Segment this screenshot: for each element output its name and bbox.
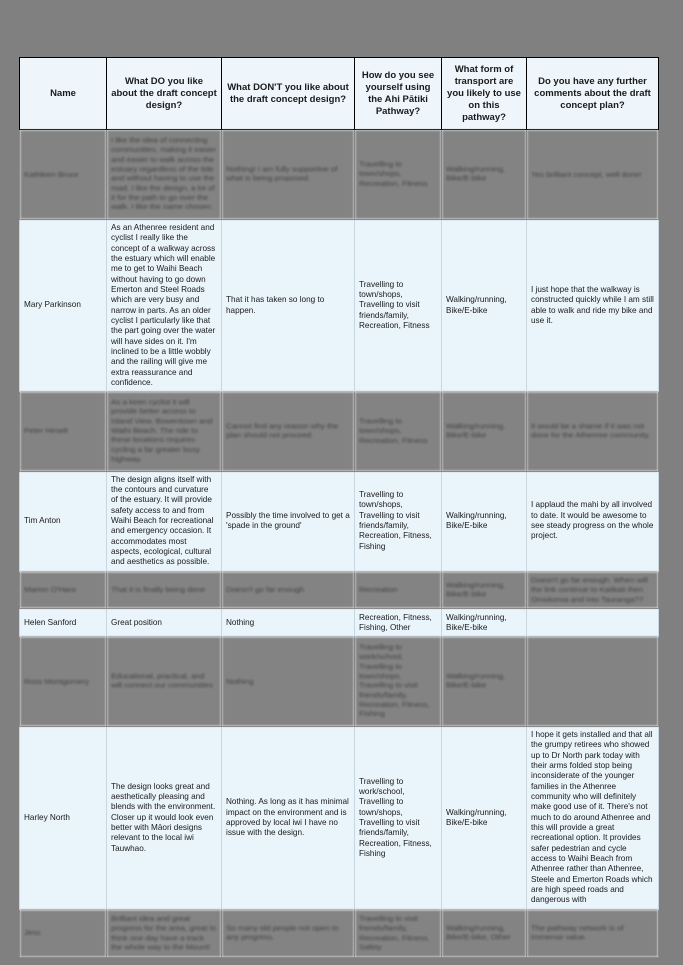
cell-text: Ross Montgomery — [24, 677, 89, 686]
table-row — [20, 471, 659, 571]
cell-comments — [527, 727, 659, 910]
cell-use — [355, 392, 442, 471]
cell-text: Walking/running, Bike/E-bike — [446, 612, 507, 632]
cell-text: Marion O'Hara — [24, 585, 76, 594]
cell-text: Walking/running, Bike/E-bike — [446, 295, 507, 315]
cell-text: So many old people not open to any progress. — [226, 923, 339, 942]
cell-text: As a keen cyclist it will provide better access to Island View, Bowentown and Waihi Beach. The ride to these locations requires cycling a far greater busy highway. — [111, 398, 213, 464]
cell-text: Brilliant idea and great progress for the area, great to think one day have a track the whole way to the Mount! — [111, 914, 217, 952]
survey-responses-table — [19, 57, 659, 958]
cell-text: Jess — [24, 928, 41, 937]
table-header — [20, 58, 659, 130]
cell-transport — [442, 609, 527, 637]
cell-text: Walking/running, Bike/E-bike — [446, 510, 507, 531]
cell-name — [20, 130, 107, 220]
cell-text: Doesn't go far enough — [226, 585, 305, 594]
cell-name — [20, 637, 107, 727]
cell-text: Travelling to work/school, Travelling to town/shops, Travelling to visit friends/family, Recreation, Fitness, Fishing — [359, 776, 432, 858]
column-header-transport: What form of transport are you likely to use on this pathway? — [442, 58, 527, 130]
cell-text: Walking/running, Bike/E-bike — [446, 580, 506, 599]
cell-text: Walking/running, Bike/E-bike — [446, 672, 506, 691]
cell-text: Travelling to visit friends/family, Recreation, Fitness, Safety — [359, 914, 430, 952]
survey-table-container — [19, 57, 658, 958]
cell-transport — [442, 220, 527, 392]
column-header-comments: Do you have any further comments about the draft concept plan? — [527, 58, 659, 130]
cell-transport — [442, 392, 527, 471]
cell-text: That it has taken so long to happen. — [226, 295, 325, 315]
cell-transport — [442, 909, 527, 957]
cell-text: I just hope that the walkway is constructed quickly while I am still able to walk and ride my bike and use it. — [531, 284, 654, 325]
cell-comments — [527, 471, 659, 571]
cell-like — [107, 637, 222, 727]
cell-text: As an Athenree resident and cyclist I really like the concept of a walkway across the estuary which will enable me to get to Waihi Beach without having to go down Emerton and Steel Roads which are very busy and narrow in parts. As an older cyclist I particularly like that the part going over the water will have sides on it. I'm inclined to be a little wobbly and the railing will give me extra reassurance and confidence. — [111, 223, 216, 387]
cell-like — [107, 130, 222, 220]
table-row — [20, 637, 659, 727]
cell-text: Yes brilliant concept, well done! — [531, 169, 642, 179]
column-header-use: How do you see yourself using the Ahi Pātiki Pathway? — [355, 58, 442, 130]
cell-text: Great position — [111, 617, 162, 627]
cell-name — [20, 571, 107, 609]
cell-text: I applaud the mahi by all involved to date. It would be awesome to see steady progress on the whole project. — [531, 500, 654, 541]
cell-comments — [527, 571, 659, 609]
cell-name — [20, 471, 107, 571]
cell-text: Travelling to town/shops, Recreation, Fitness — [359, 417, 428, 445]
cell-text: Travelling to work/school, Travelling to town/shops, Travelling to visit friends/family, Recreation, Fitness, Fishing — [359, 643, 430, 719]
cell-text: Tim Anton — [24, 515, 61, 525]
cell-text: I like the idea of connecting communities, making it easier and easier to walk across the estuary regardless of the tide and without having to use the road. I like the design, a lot of it for the path to go over the walk. I like the name chosen. — [111, 136, 216, 212]
cell-like — [107, 727, 222, 910]
cell-name — [20, 609, 107, 637]
cell-text: Travelling to town/shops, Recreation, Fitness — [359, 160, 428, 188]
cell-text: Walking/running, Bike/E-bike — [446, 165, 506, 183]
cell-text: That it is finally being done — [111, 585, 206, 594]
cell-text: The design aligns itself with the contours and curvature of the estuary. It will provide safety access to and from Waihi Beach for recreational and emergency occasion. It accommodates most aspects, ecological, cultural and aesthetics as possible. — [111, 474, 214, 567]
cell-name — [20, 727, 107, 910]
table-row — [20, 909, 659, 957]
cell-name — [20, 220, 107, 392]
cell-like — [107, 220, 222, 392]
cell-text: Kathleen Bruce — [24, 169, 79, 179]
cell-like — [107, 909, 222, 957]
cell-use — [355, 727, 442, 910]
cell-use — [355, 471, 442, 571]
cell-text: Mary Parkinson — [24, 300, 81, 310]
table-row — [20, 392, 659, 471]
cell-text: Travelling to town/shops, Travelling to visit friends/family, Recreation, Fitness, Fishing — [359, 490, 432, 551]
cell-comments — [527, 909, 659, 957]
cell-like — [107, 392, 222, 471]
cell-text: Cannot find any reason why the plan should not proceed. — [226, 421, 339, 440]
cell-text: Doesn't go far enough. When will the link continue to Katikati then Omokoroa and into Tauranga?? — [531, 575, 648, 604]
cell-text: The design looks great and aesthetically pleasing and blends with the environment. Closer up it would look even better with Māori designs relevant to the local iwi Tauwhao. — [111, 781, 216, 853]
cell-like — [107, 609, 222, 637]
table-row — [20, 727, 659, 910]
cell-name — [20, 392, 107, 471]
cell-text: Recreation, Fitness, Fishing, Other — [359, 612, 432, 632]
cell-text: Possibly the time involved to get a 'spade in the ground' — [226, 510, 350, 531]
cell-name — [20, 909, 107, 957]
cell-comments — [527, 609, 659, 637]
cell-text: Educational, practical, and will connect our communities — [111, 672, 213, 691]
cell-transport — [442, 637, 527, 727]
cell-transport — [442, 471, 527, 571]
cell-use — [355, 130, 442, 220]
cell-dislike — [222, 220, 355, 392]
cell-text: The pathway network is of immense value. — [531, 923, 624, 942]
cell-text: Helen Sanford — [24, 617, 77, 627]
cell-text: I hope it gets installed and that all the grumpy retirees who showed up to Dr North park today with their arms folded stop being inconsiderate of the younger families in the Athenree community who will definitely make good use of it. There's not much to do around Athenree and this will provide a great recreational option. It provides safer pedestrian and cycle access to Waihi Beach from Athenree rather than Athenree, Steele and Emerton Roads which are high speed roads and dangerous with — [531, 730, 653, 905]
cell-transport — [442, 130, 527, 220]
cell-use — [355, 571, 442, 609]
column-header-dislike: What DON'T you like about the draft concept design? — [222, 58, 355, 130]
cell-text: Walking/running, Bike/E-bike — [446, 421, 506, 440]
cell-dislike — [222, 571, 355, 609]
cell-text: Peter Heselt — [24, 426, 68, 435]
cell-dislike — [222, 727, 355, 910]
table-row — [20, 609, 659, 637]
cell-use — [355, 909, 442, 957]
cell-dislike — [222, 471, 355, 571]
cell-dislike — [222, 909, 355, 957]
cell-comments — [527, 392, 659, 471]
column-header-like: What DO you like about the draft concept design? — [107, 58, 222, 130]
cell-text: Nothing — [226, 617, 255, 627]
cell-text: Walking/running, Bike/E-bike — [446, 807, 507, 827]
cell-dislike — [222, 130, 355, 220]
cell-use — [355, 220, 442, 392]
table-row — [20, 220, 659, 392]
column-header-name: Name — [20, 58, 107, 130]
cell-text: Nothing — [226, 677, 254, 686]
table-body — [20, 130, 659, 958]
cell-use — [355, 637, 442, 727]
cell-comments — [527, 220, 659, 392]
cell-text: Travelling to town/shops, Travelling to visit friends/family, Recreation, Fitness — [359, 279, 430, 331]
cell-like — [107, 571, 222, 609]
cell-text: Recreation — [359, 585, 398, 594]
cell-text: Walking/running, Bike/E-bike, Other — [446, 923, 511, 942]
cell-use — [355, 609, 442, 637]
cell-text: Nothing! I am fully supportive of what is being proposed. — [226, 165, 338, 183]
cell-comments — [527, 637, 659, 727]
cell-dislike — [222, 609, 355, 637]
cell-transport — [442, 571, 527, 609]
table-row — [20, 571, 659, 609]
cell-comments — [527, 130, 659, 220]
cell-text: Harley North — [24, 812, 70, 822]
cell-dislike — [222, 637, 355, 727]
table-header-row — [20, 58, 659, 130]
cell-dislike — [222, 392, 355, 471]
cell-transport — [442, 727, 527, 910]
cell-text: Nothing. As long as it has minimal impact on the environment and is approved by local iwi I have no issue with the design. — [226, 797, 349, 838]
table-row — [20, 130, 659, 220]
cell-text: It would be a shame if it was not done for the Athenree community. — [531, 421, 651, 440]
cell-like — [107, 471, 222, 571]
